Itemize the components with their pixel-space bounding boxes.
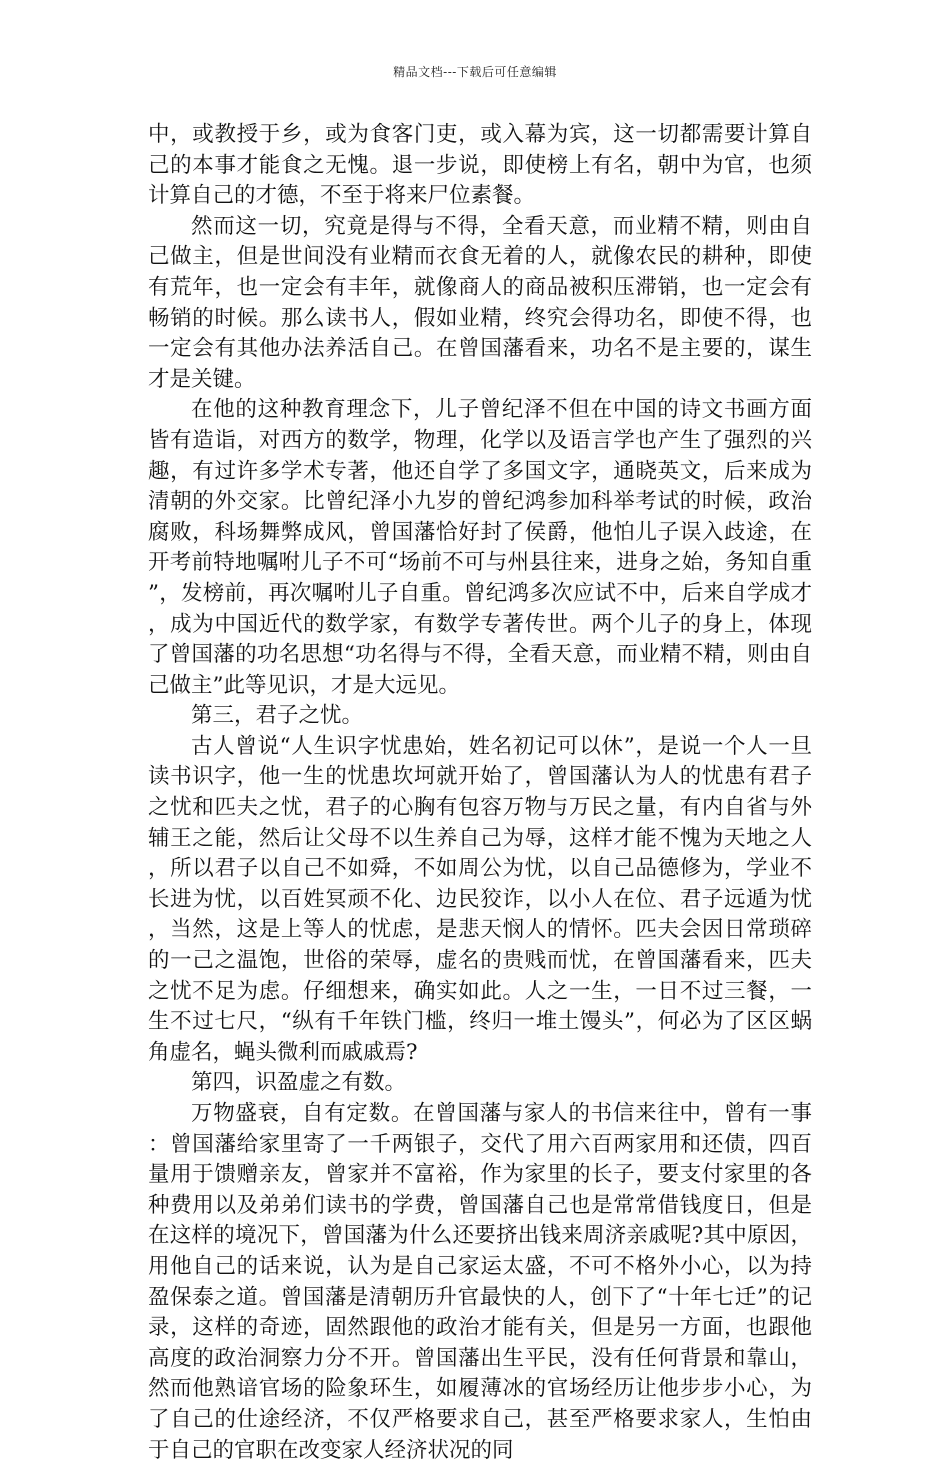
section-heading-fourth: 第四，识盈虚之有数。 <box>191 1070 407 1096</box>
section-heading-third: 第三，君子之忧。 <box>191 703 364 729</box>
paragraph-2: 然而这一切，究竟是得与不得，全看天意，而业精不精，则由自己做主，但是世间没有业精而衣食无着的人，就像农民的耕种，即使有荒年，也一定会有丰年，就像商人的商品被积压滞销，也一定会有畅销的时候。那么读书人，假如业精，终究会得功名，即使不得，也一定会有其他办法养活自己。在曾国藩看来，功名不是主要的，谋生才是关键。 <box>148 213 812 392</box>
page-header: 精品文档---下载后可任意编辑 <box>393 65 557 79</box>
paragraph-5: 万物盛衰，自有定数。在曾国藩与家人的书信来往中，曾有一事：曾国藩给家里寄了一千两银子，交代了用六百两家用和还债，四百量用于馈赠亲友，曾家并不富裕，作为家里的长子，要支付家里的各种费用以及弟弟们读书的学费，曾国藩自己也是常常借钱度日，但是在这样的境况下，曾国藩为什么还要挤出钱来周济亲戚呢?其中原因，用他自己的话来说，认为是自己家运太盛，不可不格外小心，以为持盈保泰之道。曾国藩是清朝历升官最快的人，创下了“十年七迁”的记录，这样的奇迹，固然跟他的政治才能有关，但是另一方面，也跟他高度的政治洞察力分不开。曾国藩出生平民，没有任何背景和靠山，然而他熟谙官场的险象环生，如履薄冰的官场经历让他步步小心，为了自己的仕途经济，不仅严格要求自己，甚至严格要求家人，生怕由于自己的官职在改变家人经济状况的同 <box>148 1101 812 1463</box>
document-body <box>148 120 812 1466</box>
paragraph-3: 在他的这种教育理念下，儿子曾纪泽不但在中国的诗文书画方面皆有造诣，对西方的数学，物理，化学以及语言学也产生了强烈的兴趣，有过许多学术专著，他还自学了多国文字，通晓英文，后来成为清朝的外交家。比曾纪泽小九岁的曾纪鸿参加科举考试的时候，政治腐败，科场舞弊成风，曾国藩恰好封了侯爵，他怕儿子误入歧途，在开考前特地嘱咐儿子不可“场前不可与州县往来，进身之始，务知自重”，发榜前，再次嘱咐儿子自重。曾纪鸿多次应试不中，后来自学成才，成为中国近代的数学家，有数学专著传世。两个儿子的身上，体现了曾国藩的功名思想“功名得与不得，全看天意，而业精不精，则由自己做主”此等见识，才是大远见。 <box>148 397 812 698</box>
paragraph-4: 古人曾说“人生识字忧患始，姓名初记可以休”，是说一个人一旦读书识字，他一生的忧患坎坷就开始了，曾国藩认为人的忧患有君子之忧和匹夫之忧，君子的心胸有包容万物与万民之量，有内自省与外辅王之能，然后让父母不以生养自己为辱，这样才能不愧为天地之人，所以君子以自己不如舜，不如周公为忧，以自己品德修为，学业不长进为忧，以百姓冥顽不化、边民狡诈，以小人在位、君子远遁为忧，当然，这是上等人的忧虑，是悲天悯人的情怀。匹夫会因日常琐碎的一己之温饱，世俗的荣辱，虚名的贵贱而忧，在曾国藩看来，匹夫之忧不足为虑。仔细想来，确实如此。人之一生，一日不过三餐，一生不过七尺，“纵有千年铁门槛，终归一堆土馒头”，何必为了区区蜗角虚名，蝇头微利而戚戚焉? <box>148 733 812 1065</box>
paragraph-1: 中，或教授于乡，或为食客门吏，或入幕为宾，这一切都需要计算自己的本事才能食之无愧。退一步说，即使榜上有名，朝中为官，也须计算自己的才德，不至于将来尸位素餐。 <box>148 122 812 209</box>
